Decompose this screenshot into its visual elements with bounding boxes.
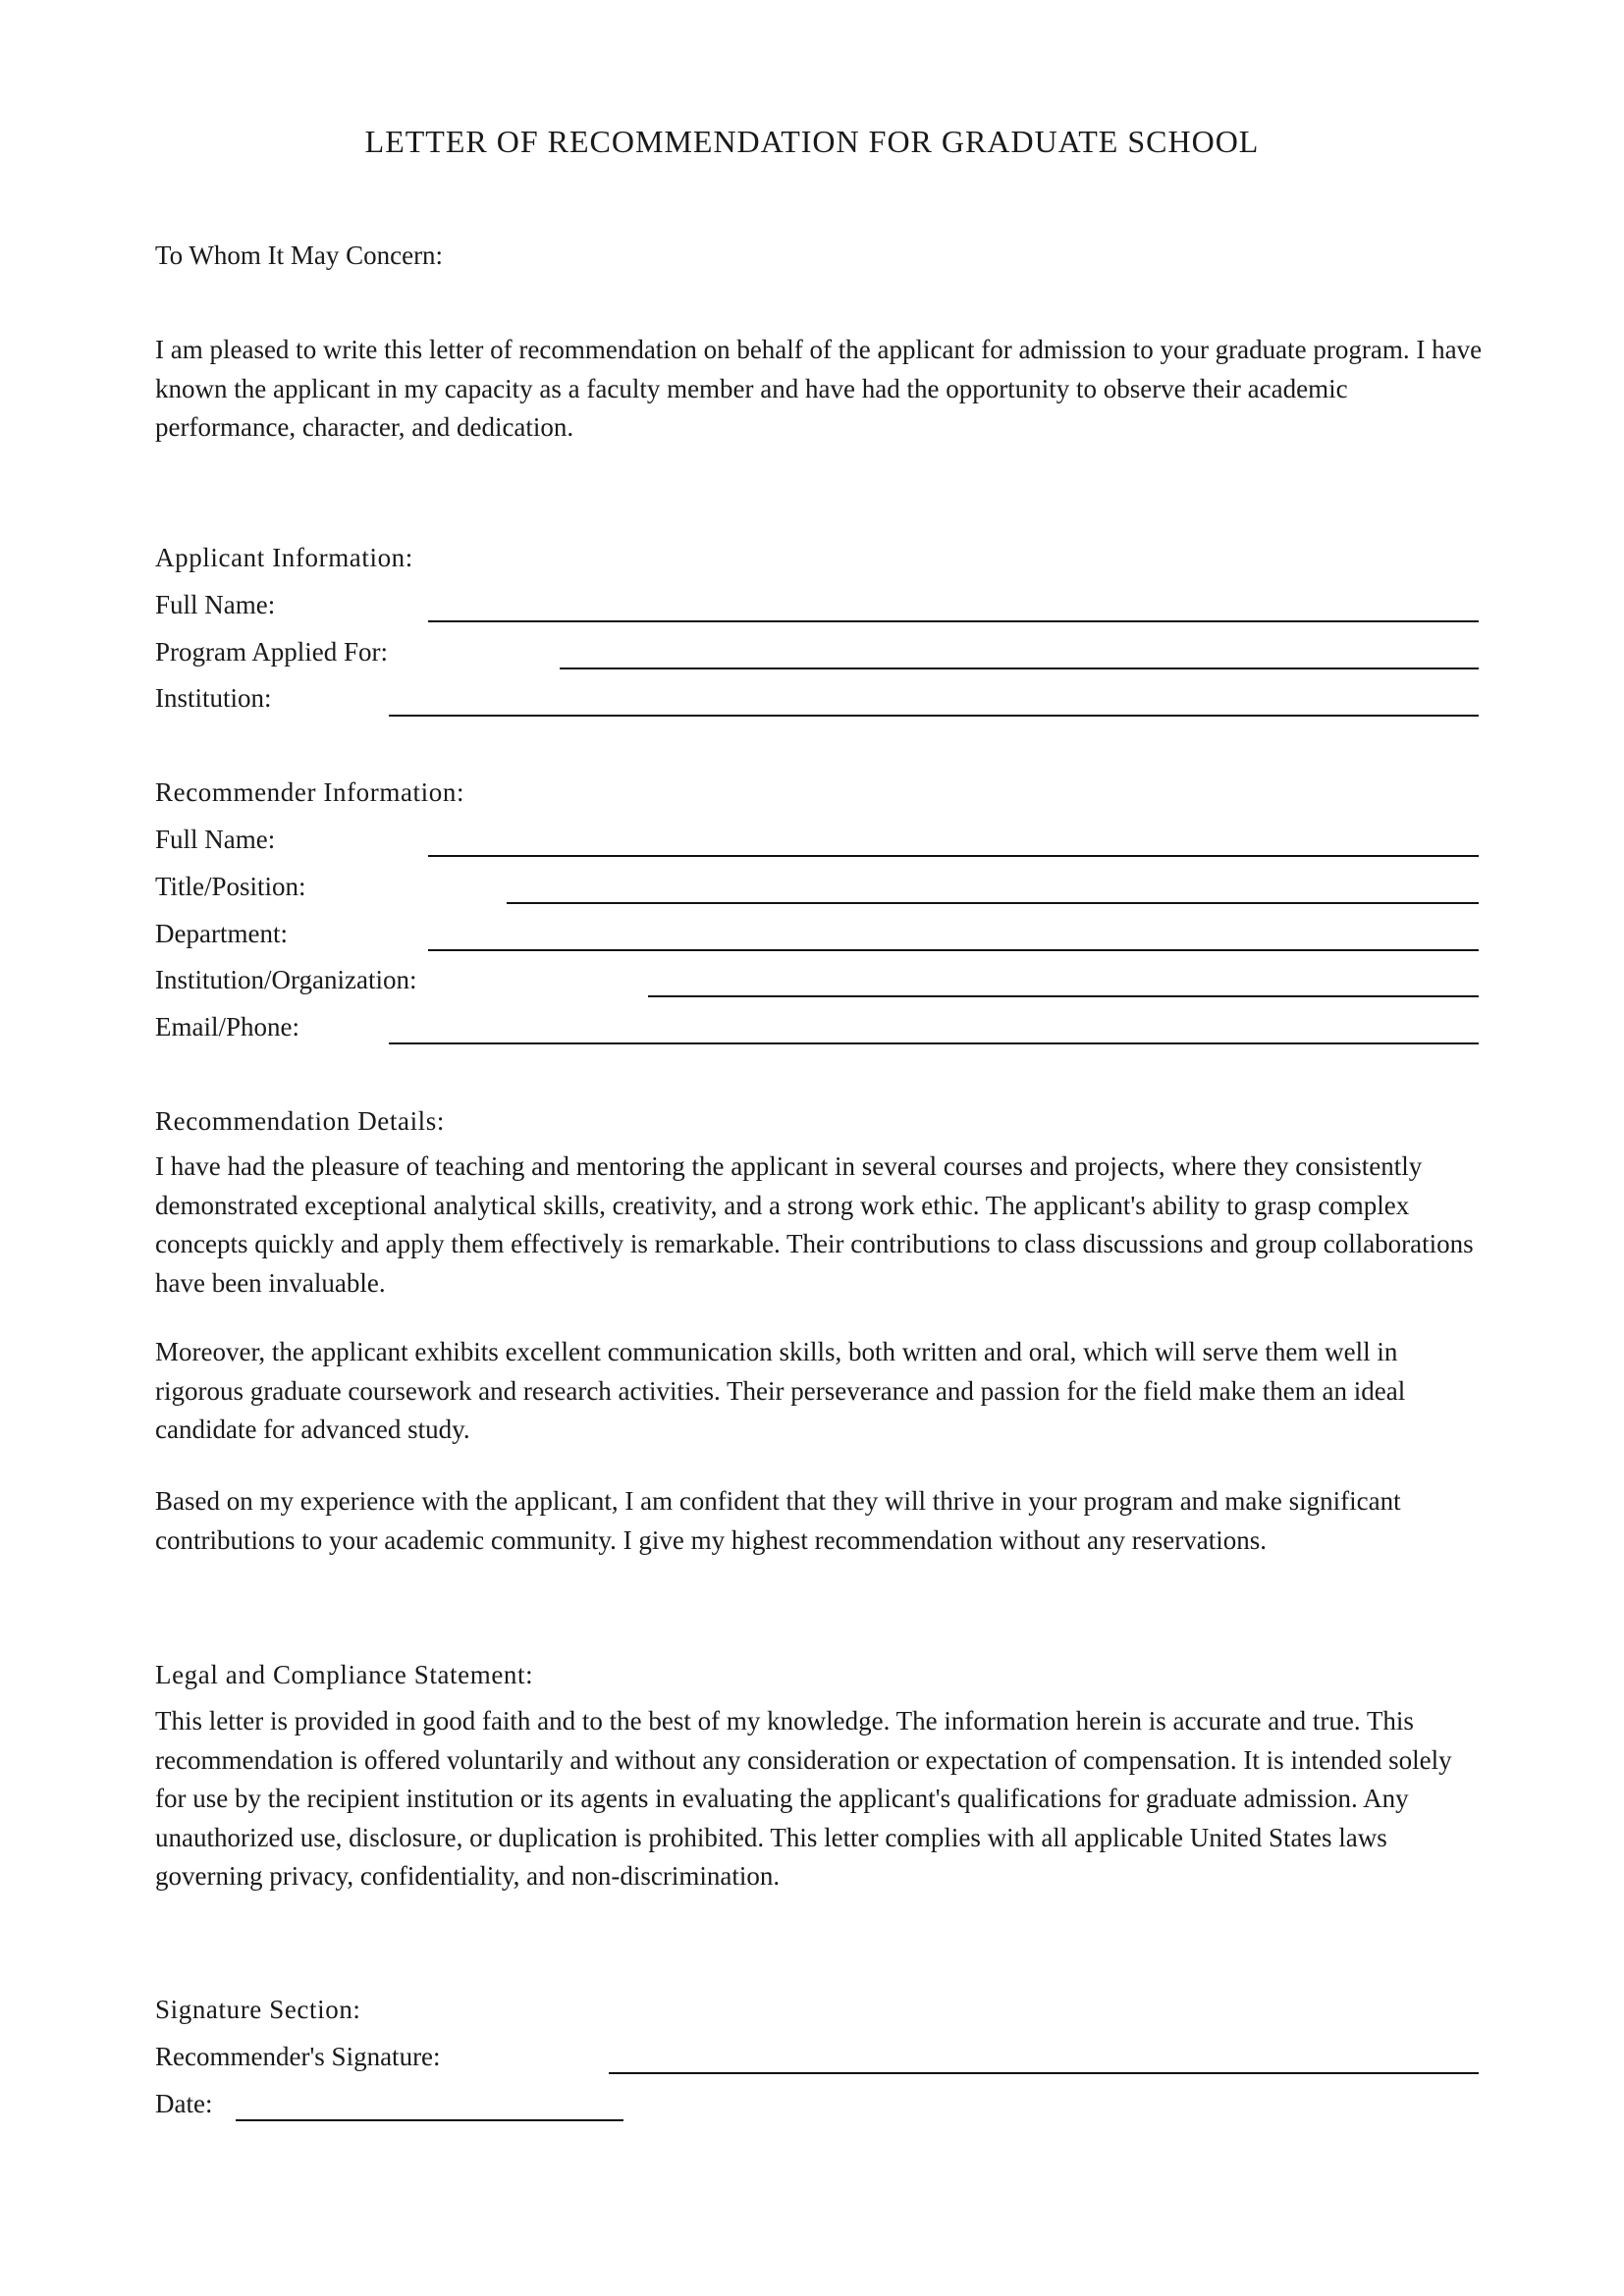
recommender-title-label: Title/Position: xyxy=(155,872,306,901)
document-title: LETTER OF RECOMMENDATION FOR GRADUATE SCHOOL xyxy=(364,124,1260,159)
applicant-program-field[interactable] xyxy=(560,636,1479,669)
legal-statement: This letter is provided in good faith and to the best of my knowledge. The information herein is accurate and true. This recommendation is offered voluntarily and without any consideration or expectation of compensation. It is intended solely for use by the recipient institution or its agents in evaluating the applicant's qualifications for graduate admission. Any unauthorized use, disclosure, or duplication is prohibited. This letter complies with all applicable United States laws governing privacy, confidentiality, and non-discrimination. xyxy=(155,1706,1452,1891)
applicant-section-heading: Applicant Information: xyxy=(155,543,413,572)
recommender-department-label: Department: xyxy=(155,919,288,948)
signature-label: Recommender's Signature: xyxy=(155,2042,441,2071)
applicant-program-label: Program Applied For: xyxy=(155,637,388,667)
recommender-full-name-field[interactable] xyxy=(428,824,1479,857)
signature-section-heading: Signature Section: xyxy=(155,1995,361,2024)
recommender-institution-field[interactable] xyxy=(648,964,1479,997)
details-paragraph-1: I have had the pleasure of teaching and mentoring the applicant in several courses and projects, where they consistently demonstrated exceptional analytical skills, creativity, and a strong work ethic. The applicant's ability to grasp complex concepts quickly and apply them effectively is remarkable. Their contributions to class discussions and group collaborations have been invaluable. xyxy=(155,1151,1474,1298)
salutation: To Whom It May Concern: xyxy=(155,240,444,270)
recommender-title-field[interactable] xyxy=(507,871,1479,904)
recommender-email-phone-label: Email/Phone: xyxy=(155,1012,299,1041)
applicant-institution-field[interactable] xyxy=(389,683,1479,717)
recommender-institution-label: Institution/Organization: xyxy=(155,965,417,994)
legal-section-heading: Legal and Compliance Statement: xyxy=(155,1660,534,1689)
applicant-full-name-field[interactable] xyxy=(428,589,1479,622)
recommender-section-heading: Recommender Information: xyxy=(155,777,465,807)
recommender-email-phone-field[interactable] xyxy=(389,1011,1479,1044)
signature-field[interactable] xyxy=(609,2041,1479,2074)
recommender-full-name-label: Full Name: xyxy=(155,825,276,854)
intro-paragraph: I am pleased to write this letter of recommendation on behalf of the applicant for admission to your graduate program. I have known the applicant in my capacity as a faculty member and have had the opportunity to observe their academic performance, character, and dedication. xyxy=(155,335,1483,442)
recommender-department-field[interactable] xyxy=(428,918,1479,951)
applicant-full-name-label: Full Name: xyxy=(155,590,276,619)
applicant-institution-label: Institution: xyxy=(155,683,272,713)
details-section-heading: Recommendation Details: xyxy=(155,1106,445,1136)
details-paragraph-3: Based on my experience with the applicant, I am confident that they will thrive in your program and make significant contributions to your academic community. I give my highest recommendation without any reservations. xyxy=(155,1486,1401,1555)
date-label: Date: xyxy=(155,2089,213,2118)
details-paragraph-2: Moreover, the applicant exhibits excellent communication skills, both written and oral, which will serve them well in rigorous graduate coursework and research activities. Their perseverance and passion for the field make them an ideal candidate for advanced study. xyxy=(155,1337,1406,1444)
date-field[interactable] xyxy=(236,2088,623,2121)
